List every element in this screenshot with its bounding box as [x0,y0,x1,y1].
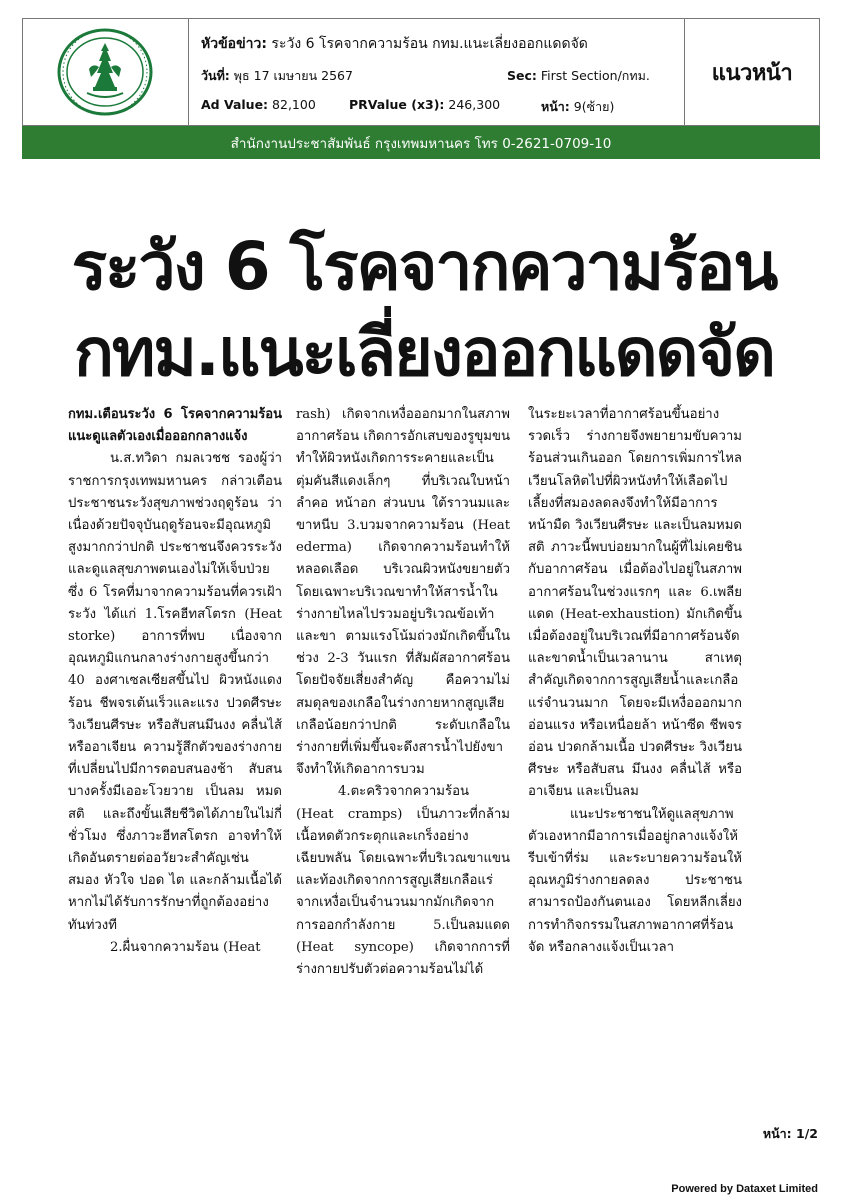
article-column-1 [68,404,282,959]
clipping-header [22,18,820,126]
article-paragraph: น.ส.ทวิดา กมลเวชช รองผู้ว่าราชการกรุงเทพมหานคร กล่าวเตือนประชาชนระวังสุขภาพช่วงฤดูร้อน ว่า เนื่องด้วยปัจจุบันฤดูร้อนจะมีอุณหภูมิสูงมากกว่าปกติ ประชาชนจึงควรระวังและดูแลสุขภาพตนเองไม่ให้เจ็บป่วย ซึ่ง 6 โรคที่มาจากความร้อนที่ควรเฝ้าระวัง ได้แก่ 1.โรคฮีทสโตรก (Heat storke) อาการที่พบ เนื่องจากอุณหภูมิแกนกลางร่างกายสูงขึ้นกว่า 40 องศาเซลเซียสขึ้นไป ผิวหนังแดงร้อน ชีพจรเต้นเร็วและแรง ปวดศีรษะ วิงเวียนศีรษะ หรือสับสนมึนงง คลื่นไส้ หรืออาเจียน ความรู้สึกตัวของร่างกายที่เปลี่ยนไปมีการตอบสนองช้า สับสนบางครั้งมีเออะโวยวาย เป็นลม หมดสติ และถึงขั้นเสียชีวิตได้ภายในไม่กี่ชั่วโมง ซึ่งภาวะฮีทสโตรก อาจทำให้เกิดอันตรายต่ออวัยวะสำคัญเช่น สมอง หัวใจ ปอด ไต และกล้ามเนื้อได้ หากไม่ได้รับการรักษาที่ถูกต้องอย่างทันท่วงที [68,451,282,933]
article-title-line-1: ระวัง 6 โรคจากความร้อน [71,228,777,305]
ad-label: Ad Value: [201,97,269,112]
contact-text: สำนักงานประชาสัมพันธ์ กรุงเทพมหานคร โทร 0-2621-0709-10 [230,135,612,152]
ad-value: 82,100 [272,97,316,112]
page-value: 9(ซ้าย) [573,99,615,114]
logo-cell [23,19,189,125]
article-column-2 [296,404,510,981]
page-line [541,97,614,117]
contact-bar [22,126,820,159]
section-line [507,66,650,86]
publication-name: แนวหน้า [711,60,793,86]
article-paragraph: ในระยะเวลาที่อากาศร้อนขึ้นอย่างรวดเร็ว ร่างกายจึงพยายามขับความร้อนส่วนเกินออก โดยการเพิ่มการไหลเวียนโลหิตไปที่ผิวหนังทำให้เลือดไปเลี้ยงที่สมองลดลงจึงทำให้มีอาการหน้ามืด วิงเวียนศีรษะ และเป็นลมหมดสติ ภาวะนี้พบบ่อยมากในผู้ที่ไม่เคยชินกับอากาศร้อน เมื่อต้องไปอยู่ในสภาพอากาศร้อนในช่วงแรกๆ และ 6.เพลียแดด (Heat-exhaustion) มักเกิดขึ้นเมื่อต้องอยู่ในบริเวณที่มีอากาศร้อนจัดและขาดน้ำเป็นเวลานาน สาเหตุสำคัญเกิดจากการสูญเสียน้ำและเกลือแร่จำนวนมาก โดยจะมีเหงื่อออกมาก อ่อนแรง หรือเหนื่อยล้า หน้าซีด ชีพจรอ่อน ปวดกล้ามเนื้อ ปวดศีรษะ วิงเวียนศีรษะ หรือสับสน มึนงง คลื่นไส้ หรืออาเจียน และเป็นลม [528,407,742,800]
sec-label: Sec: [507,68,537,83]
article-paragraph: แนะประชาชนให้ดูแลสุขภาพตัวเองหากมีอาการเมื่ออยู่กลางแจ้งให้รีบเข้าที่ร่ม และระบายความร้อนให้อุณหภูมิร่างกายลดลง ประชาชนสามารถป้องกันตนเอง โดยหลีกเลี่ยงการทำกิจกรรมในสภาพอากาศที่ร้อนจัด หรือกลางแจ้งเป็นเวลา [528,806,742,955]
headline-value: ระวัง 6 โรคจากความร้อน กทม.แนะเลี่ยงออกแดดจัด [271,36,588,52]
pr-value-line [349,97,500,112]
pr-value: 246,300 [448,97,501,112]
article-title-line-2: กทม.แนะเลี่ยงออกแดดจัด [73,314,775,391]
article-paragraph: rash) เกิดจากเหงื่อออกมากในสภาพอากาศร้อน เกิดการอักเสบของรูขุมขนทำให้ผิวหนังเกิดการระคายและเป็นตุ่มคันสีแดงเล็กๆ ที่บริเวณใบหน้า ลำคอ หน้าอก ส่วนบน ใต้ราวนมและขาหนีบ 3.บวมจากความร้อน (Heat ederma) เกิดจากความร้อนทำให้หลอดเลือด บริเวณผิวหนังขยายตัว โดยเฉพาะบริเวณขาทำให้สารน้ำในร่างกายไหลไปรวมอยู่บริเวณข้อเท้าและขา ตามแรงโน้มถ่วงมักเกิดขึ้นในช่วง 2-3 วันแรก ที่สัมผัสอากาศร้อน โดยปัจจัยเสี่ยงสำคัญ คือความไม่สมดุลของเกลือในร่างกายหากสูญเสียเกลือน้อยกว่าปกติ ระดับเกลือในร่างกายที่เพิ่มขึ้นจะดึงสารน้ำไปยังขาจึงทำให้เกิดอาการบวม [296,407,510,778]
powered-by: Powered by Dataxet Limited [671,1183,818,1195]
page-label: หน้า: [541,99,570,114]
date-line [201,66,353,86]
date-value: พุธ 17 เมษายน 2567 [233,68,353,83]
meta-cell [189,19,685,125]
page-indicator: หน้า: 1/2 [762,1126,818,1141]
article-paragraph: 2.ผื่นจากความร้อน (Heat [110,939,261,955]
headline-line [201,33,588,55]
publication-cell [685,19,819,125]
headline-label: หัวข้อข่าว: [201,36,267,52]
sec-value: First Section/กทม. [540,68,650,83]
bma-seal-logo [53,27,157,117]
ad-value-line [201,97,316,112]
date-label: วันที่: [201,68,230,83]
article-paragraph: 4.ตะคริวจากความร้อน (Heat cramps) เป็นภาวะที่กล้ามเนื้อหดตัวกระตุกและเกร็งอย่างเฉียบพลัน โดยเฉพาะที่บริเวณขาแขนและท้องเกิดจากการสูญเสียเกลือแร่จากเหงื่อเป็นจำนวนมากมักเกิดจากการออกกำลังกาย 5.เป็นลมแดด (Heat syncope) เกิดจากการที่ร่างกายปรับตัวต่อความร้อนไม่ได้ [296,784,510,978]
article-lead: กทม.เตือนระวัง 6 โรคจากความร้อน แนะดูแลตัวเองเมื่อออกกลางแจ้ง [68,407,282,445]
article-column-3 [528,404,742,959]
pr-label: PRValue (x3): [349,97,445,112]
